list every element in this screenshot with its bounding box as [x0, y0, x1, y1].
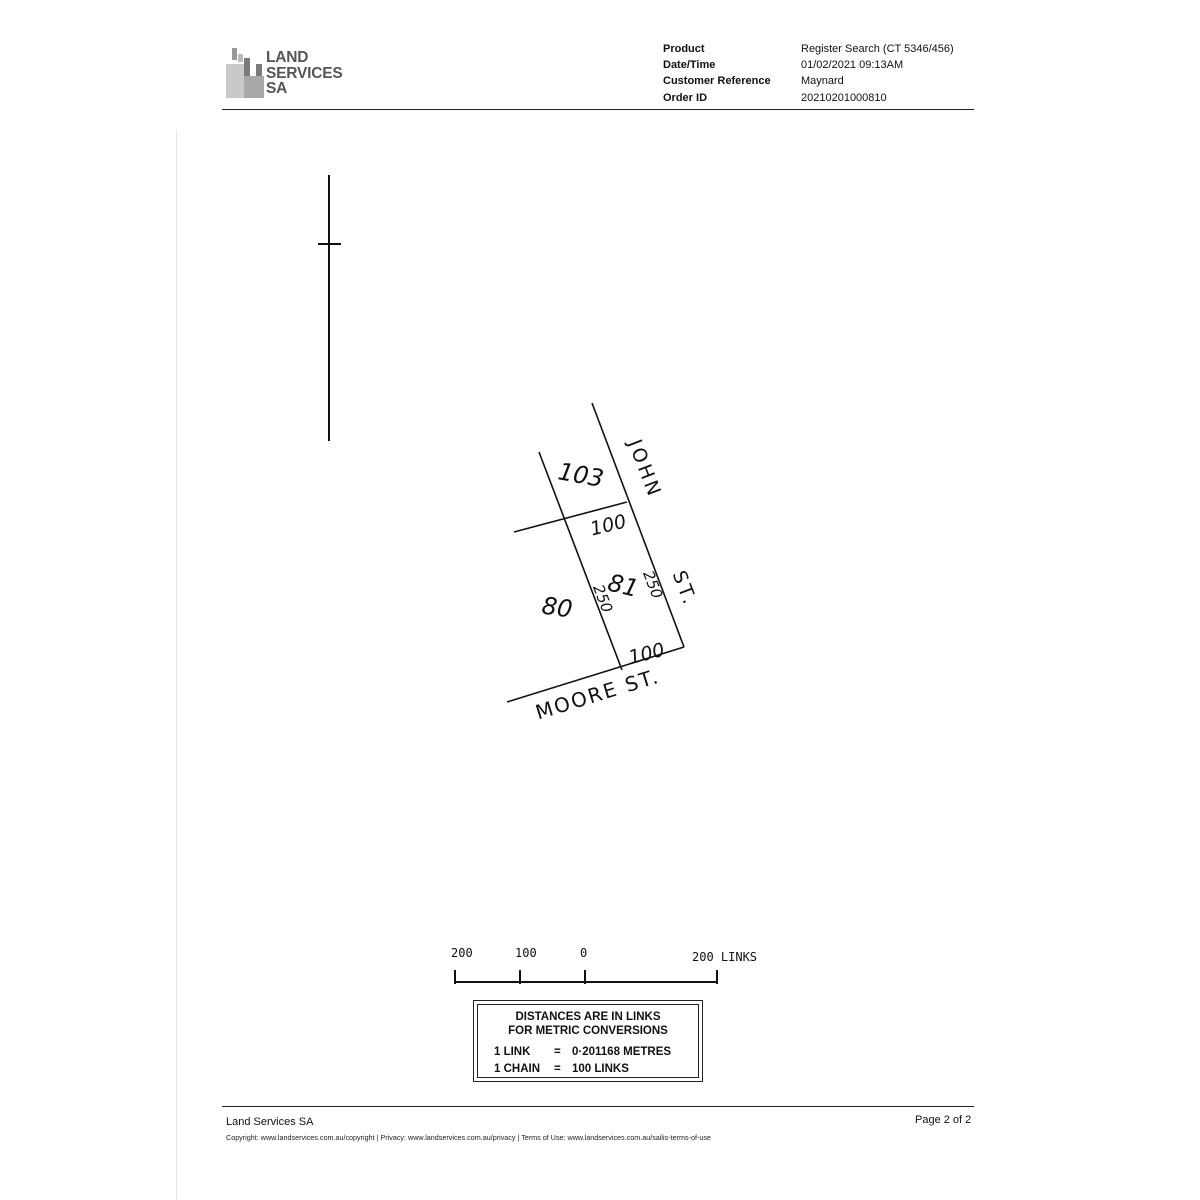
- conversion-title-2: FOR METRIC CONVERSIONS: [508, 1025, 668, 1037]
- conversion-unit: 1 CHAIN: [494, 1063, 541, 1075]
- metric-conversion-inner: [477, 1004, 699, 1078]
- footer-page-number: Page 2 of 2: [915, 1114, 972, 1126]
- street-label-moore: MOORE ST.: [532, 663, 663, 725]
- lot-number-103: 103: [555, 457, 606, 493]
- meta-label: Order ID: [663, 91, 708, 104]
- conversion-equals: =: [554, 1063, 561, 1075]
- footer-organisation: Land Services SA: [226, 1116, 314, 1128]
- conversion-equals: =: [554, 1046, 561, 1058]
- scale-tick-200-left: 200: [451, 946, 473, 960]
- meta-label: Date/Time: [663, 59, 716, 72]
- scale-tick-0: 0: [580, 946, 588, 960]
- conversion-value: 0·201168 METRES: [572, 1046, 672, 1058]
- lot-number-80: 80: [540, 591, 575, 624]
- conversion-title-1: DISTANCES ARE IN LINKS: [515, 1011, 661, 1023]
- dimension-bottom-frontage: 100: [626, 638, 667, 669]
- conversion-value: 100 LINKS: [572, 1063, 629, 1075]
- street-label-st-upper: ST.: [667, 567, 702, 610]
- logo-line-2: SERVICES: [266, 64, 343, 82]
- footer-copyright: Copyright: www.landservices.com.au/copyright | Privacy: www.landservices.com.au/privacy | Terms of Use: www.landservices.com.au/sailis-terms-of-use: [226, 1133, 711, 1142]
- north-arrow-icon: [318, 175, 341, 441]
- meta-label: Product: [663, 43, 705, 55]
- logo-line-1: LAND: [266, 49, 309, 66]
- scale-tick-100: 100: [515, 946, 537, 960]
- dimension-left-depth: 250: [589, 581, 617, 616]
- logo-line-3: SA: [266, 80, 288, 97]
- conversion-unit: 1 LINK: [494, 1046, 531, 1058]
- dimension-right-depth: 250: [639, 567, 667, 602]
- lot-number-81: 81: [604, 568, 642, 604]
- meta-value: 20210201000810: [801, 91, 887, 104]
- metric-conversion-box: [473, 1000, 703, 1082]
- footer-rule: [222, 1106, 974, 1107]
- meta-value: 01/02/2021 09:13AM: [801, 59, 904, 72]
- scale-bar: [455, 970, 717, 984]
- meta-value: Maynard: [801, 75, 844, 88]
- dimension-top-frontage: 100: [588, 510, 629, 541]
- meta-label: Customer Reference: [663, 75, 771, 88]
- street-label-john: JOHN: [623, 436, 666, 502]
- scale-tick-200-links: 200 LINKS: [692, 950, 758, 964]
- meta-value: Register Search (CT 5346/456): [801, 43, 954, 55]
